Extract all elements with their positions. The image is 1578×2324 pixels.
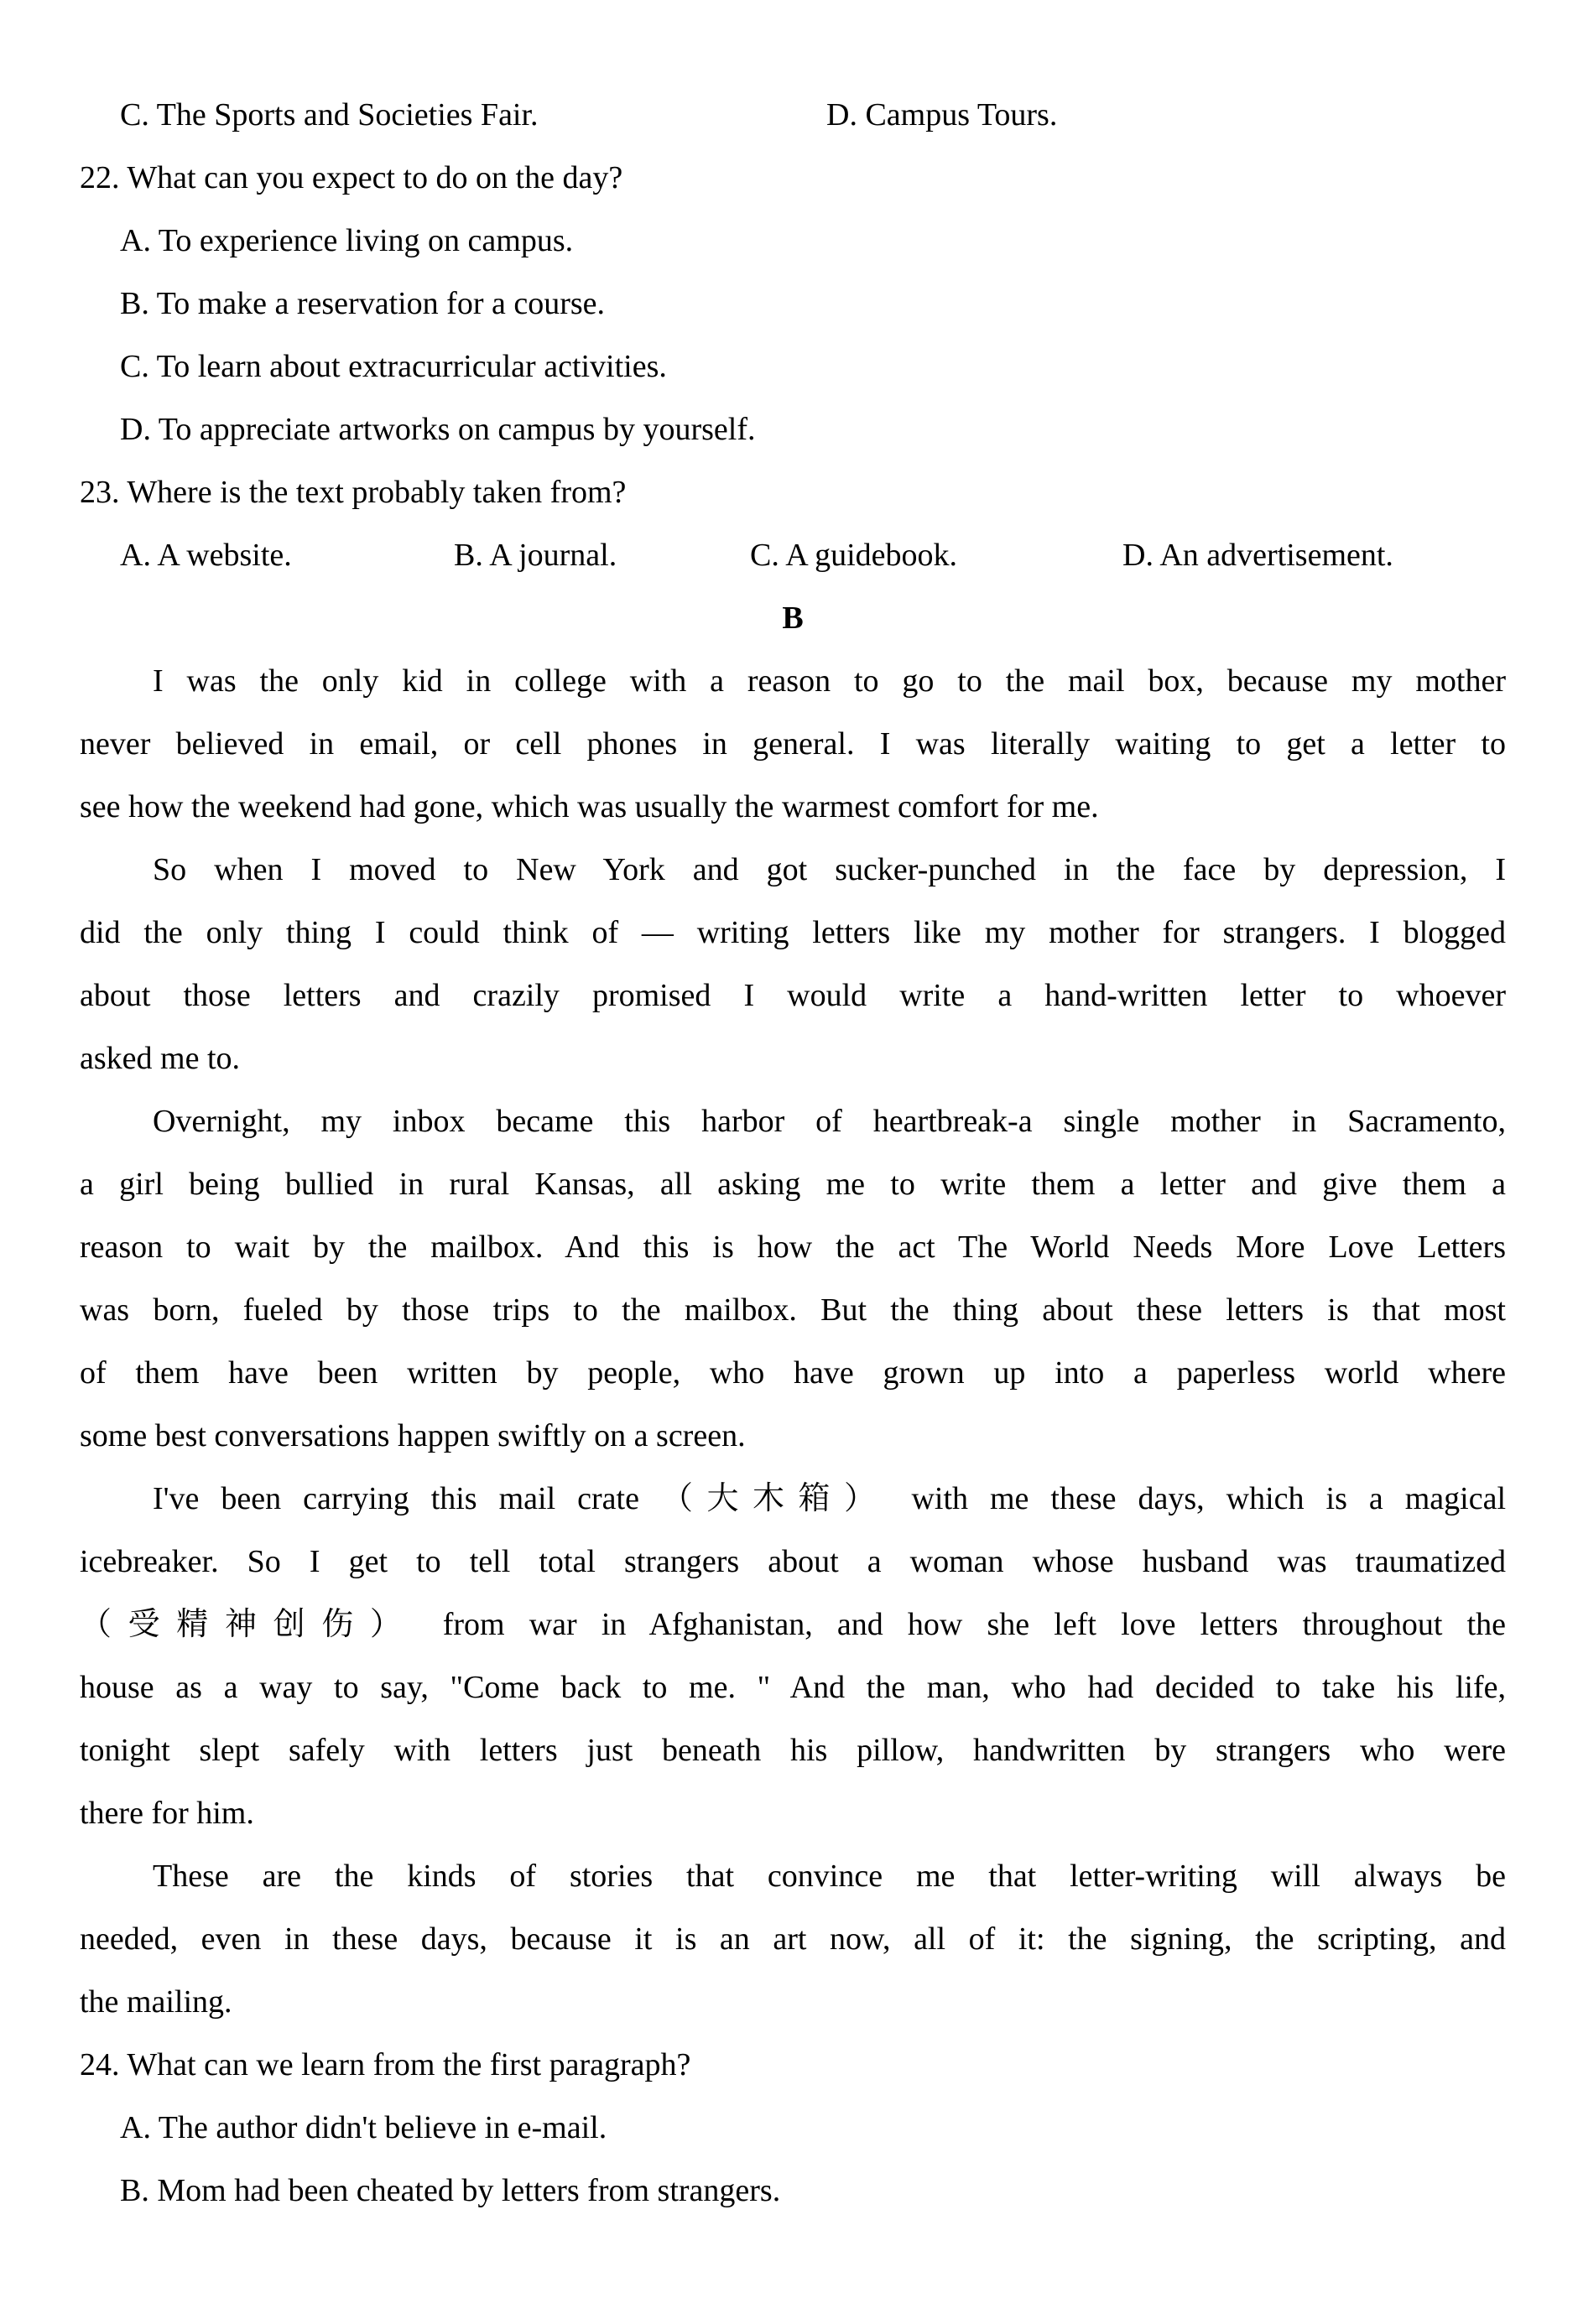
question-22-stem: 22. What can you expect to do on the day? [80,160,623,195]
passage-line: So when I moved to New York and got sucker-punched in the face by depression, I [153,852,1506,887]
passage-line: the mailing. [80,1984,232,2020]
question-21-option-c: C. The Sports and Societies Fair. [120,97,539,133]
passage-line: a girl being bullied in rural Kansas, all asking me to write them a letter and give them a [80,1167,1506,1202]
question-23-option-a: A. A website. [120,538,292,573]
passage-line: about those letters and crazily promised I would write a hand-written letter to whoever [80,978,1506,1013]
question-23-options-row [120,524,1506,587]
question-22-option-a: A. To experience living on campus. [120,223,574,258]
passage-line: needed, even in these days, because it is an art now, all of it: the signing, the scripting, and [80,1921,1506,1957]
question-23-option-b: B. A journal. [454,538,617,573]
passage-line: These are the kinds of stories that convince me that letter-writing will always be [153,1859,1506,1894]
question-24-option-b: B. Mom had been cheated by letters from strangers. [120,2173,781,2208]
question-21-options-row [120,84,1506,147]
passage-line: house as a way to say, "Come back to me. " And the man, who had decided to take his life, [80,1670,1506,1705]
question-23-option-c: C. A guidebook. [750,538,958,573]
passage-line: did the only thing I could think of — writing letters like my mother for strangers. I blogged [80,915,1506,950]
question-22-option-b: B. To make a reservation for a course. [120,286,606,321]
question-22-option-c: C. To learn about extracurricular activities. [120,349,667,384]
question-23-stem: 23. Where is the text probably taken from? [80,475,627,510]
passage-line: I was the only kid in college with a reason to go to the mail box, because my mother [153,663,1506,699]
question-21-option-d: D. Campus Tours. [826,97,1058,133]
passage-line: Overnight, my inbox became this harbor of heartbreak-a single mother in Sacramento, [153,1104,1506,1139]
passage-line: asked me to. [80,1041,241,1076]
passage-line: icebreaker. So I get to tell total strangers about a woman whose husband was traumatized [80,1544,1506,1579]
question-24-stem: 24. What can we learn from the first paragraph? [80,2047,691,2082]
passage-line: was born, fueled by those trips to the mailbox. But the thing about these letters is that most [80,1292,1506,1328]
passage-line: there for him. [80,1796,254,1831]
passage-line: reason to wait by the mailbox. And this is how the act The World Needs More Love Letters [80,1230,1506,1265]
question-24-option-a: A. The author didn't believe in e-mail. [120,2110,607,2145]
passage-line: tonight slept safely with letters just beneath his pillow, handwritten by strangers who were [80,1733,1506,1768]
question-23-option-d: D. An advertisement. [1122,538,1393,573]
passage-line: of them have been written by people, who have grown up into a paperless world where [80,1355,1506,1391]
passage-section-label: B [782,600,804,636]
passage-line: （受精神创伤） from war in Afghanistan, and how she left love letters throughout the [80,1607,1506,1642]
question-22-option-d: D. To appreciate artworks on campus by yourself. [120,412,756,447]
passage-line: some best conversations happen swiftly on a screen. [80,1418,746,1453]
passage-line: never believed in email, or cell phones in general. I was literally waiting to get a letter to [80,726,1506,762]
passage-line: I've been carrying this mail crate （大木箱） with me these days, which is a magical [153,1481,1506,1516]
passage-line: see how the weekend had gone, which was usually the warmest comfort for me. [80,789,1099,824]
